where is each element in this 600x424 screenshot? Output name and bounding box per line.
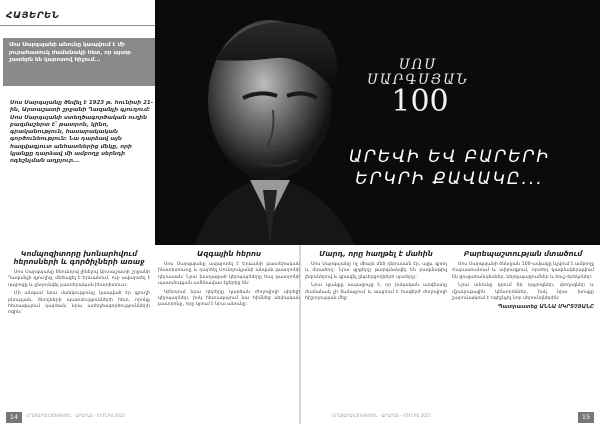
article-column-3 xyxy=(305,250,447,304)
title-name-last: ՍԱՐԳՍՅԱՆ xyxy=(367,72,469,88)
section-tag xyxy=(0,8,66,24)
title-slogan-line1: ԱՐԵՎԻ ԵՎ ԲԱՐԵՐԻ xyxy=(348,147,551,167)
column-paragraph: Մի անգամ նրա մանկությունը կապված էր գյուղի բնության, ծնողների պատմությունների հետ, որոնք հետագայում դարձան նրա ստեղծագործությունների ոգին: xyxy=(8,291,150,316)
footer-text-left: ՀՐԱՏԱՐԱԿՉՈՒԹՅՈՒՆ · ԱՐԱՐԱՏ · ՀՈՒՆԻՍ 2023 xyxy=(26,413,125,418)
teaser-text: Սոս Սարգսյանի անունը կապվում է մի յուրահատուկ ժամանակի հետ, որ այսօր շատերն են կարոտով հիշում... xyxy=(9,42,131,64)
column-paragraph: Նրա անունը կրում են դպրոցներ, փողոցներ և մշակութային կենտրոններ, իսկ նրա խոսքը շարունակում է ոգեշնչել նոր սերունդներին: xyxy=(452,283,594,302)
title-name-first: ՍՈՍ xyxy=(398,57,438,73)
column-heading: Ազգային հերոս xyxy=(197,250,261,258)
page-number-left: 14 xyxy=(6,412,22,423)
title-slogan xyxy=(342,146,557,190)
title-slogan-line2: ԵՐԿՐԻ ՔԱՎԱԿԸ... xyxy=(355,169,544,189)
column-heading: Բարեպաշտության մտածում xyxy=(463,250,583,258)
page-number-right: 15 xyxy=(578,412,594,423)
page-footer xyxy=(0,412,600,424)
column-paragraph: Սոս Սարգսյանը ավարտել է Երևանի թատերական ինստիտուտը և դարձել Սունդուկյանի անվան թատրոնի դերասան: Նրա խաղացած կերպարները հայ թատրոնի պատմության ամենավառ էջերից են: xyxy=(158,262,300,287)
portrait-photo xyxy=(155,0,600,245)
article-column-1 xyxy=(8,250,150,319)
title-number: 100 xyxy=(391,84,449,119)
article-column-4 xyxy=(452,250,594,311)
portrait-illustration xyxy=(155,0,600,245)
column-heading: Կոմպոզիտորը խոնարհվում հերոսների և գործիչների առաջ xyxy=(13,250,145,266)
author-signature: Պատրաստեց ԱՆՆԱ ՄԿՐՏՉՅԱՆԸ xyxy=(497,304,594,311)
column-paragraph: Սոս Սարգսյանի ծննդյան 100-ամյակը նշվում է ամբողջ Հայաստանում և սփյուռքում, որտեղ կազմակերպվում են ցուցահանդեսներ, ներկայացումներ և հուշ-երեկոներ: xyxy=(452,262,594,280)
column-paragraph: Կինոյում նրա դերերը դարձան ժողովրդի սիրելի կերպարներ, իսկ հետագայում նա հիմնեց սեփական թատրոնը, որը կրում է նրա անունը: xyxy=(158,289,300,308)
column-paragraph: Նրա կյանքը ապացույց է, որ իսկական արվեստը ժամանակ չի ճանաչում և ապրում է հավերժ ժողովրդի հիշողության մեջ: xyxy=(305,283,447,302)
section-tag-label: ՀԱՅԵՐԵՆ xyxy=(6,11,60,21)
footer-text-right: ՀՐԱՏԱՐԱԿՉՈՒԹՅՈՒՆ · ԱՐԱՐԱՏ · ՀՈՒՆԻՍ 2023 xyxy=(332,413,431,418)
intro-paragraph xyxy=(10,100,155,166)
intro-text: Սոս Սարգսյանը ծնվել է 1923 թ. հունիսի 21-ին, Արտաշատի շրջանի Ղազանչի գյուղում: Սոս Սարգսյանի ստեղծագործական ուղին բազմաշերտ է՝ թատրոն, կինո, գրականություն, հասարակական գործունեություն: Նա դարձավ այն հազվագյուտ անհատներից մեկը, որի կյանքը դարձավ մի ամբողջ սերնդի ոգեշնչման աղբյուր... xyxy=(10,100,153,165)
teaser-box xyxy=(3,38,155,86)
article-column-2 xyxy=(158,250,300,311)
column-paragraph: Սոս Սարգսյանը ոչ միայն մեծ դերասան էր, այլև գրող և մտածող: Նրա գրքերը թարգմանվել են բազմաթիվ լեզուներով և գրավել ընթերցողների սրտերը: xyxy=(305,262,447,280)
column-heading: Մարդ, որը հաղթել է մահին xyxy=(319,250,433,258)
column-paragraph: Սոս Սարգսյանը ծնունդով լինելով Արտաշատի շրջանի Ղազանչի գյուղից, մեծացել է Երևանում, ուր ավարտել է դպրոցը և ընդունվել թատերական ինստիտուտ: xyxy=(8,270,150,288)
